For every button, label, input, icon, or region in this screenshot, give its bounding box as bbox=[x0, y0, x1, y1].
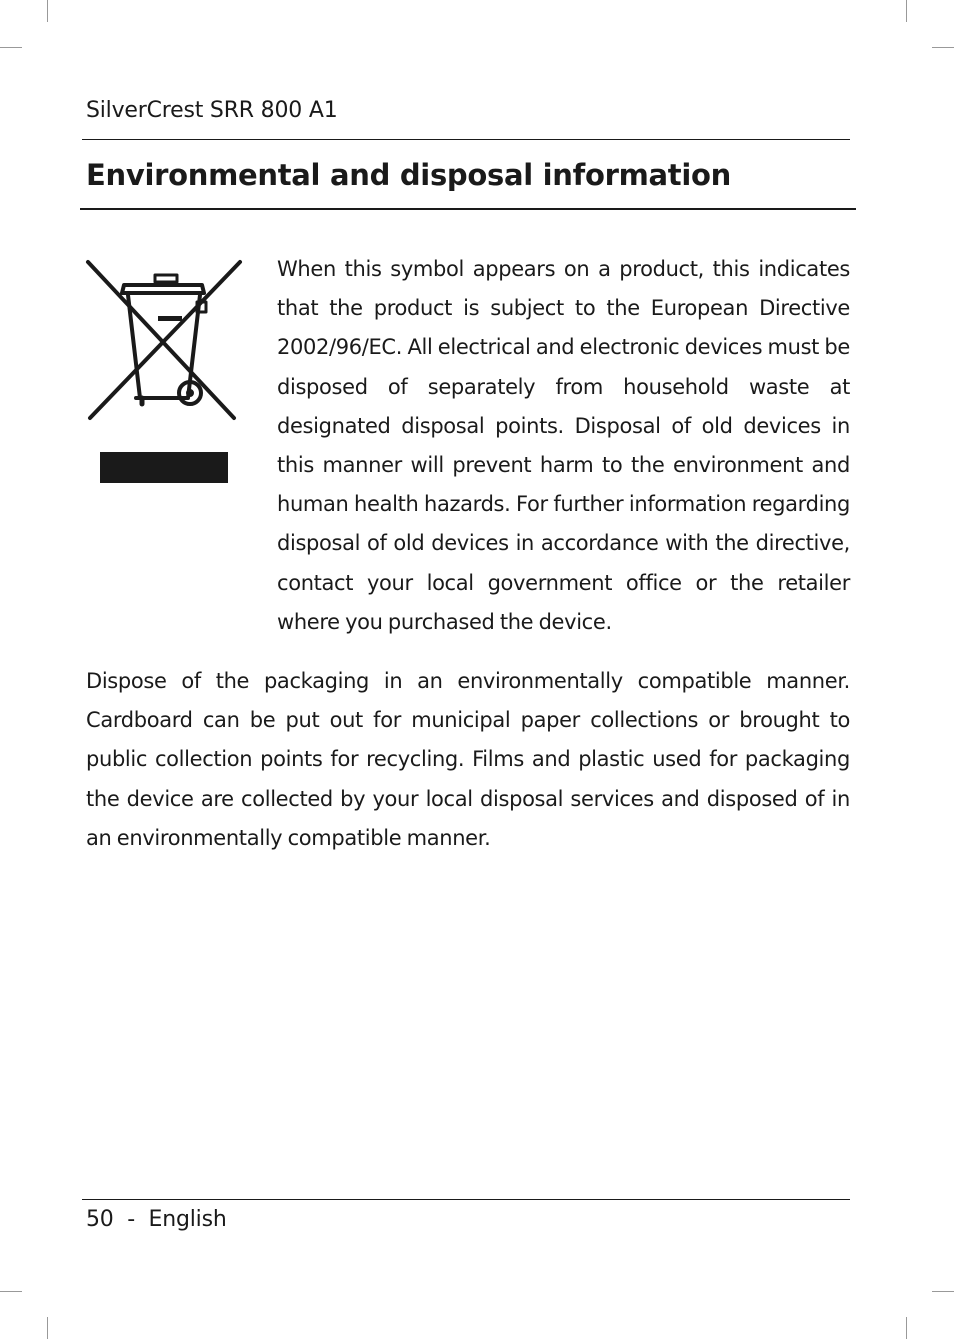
header-rule bbox=[82, 139, 850, 140]
crop-mark-top-left-h bbox=[0, 47, 22, 48]
crop-mark-bottom-right-h bbox=[932, 1291, 954, 1292]
running-header: SilverCrest SRR 800 A1 bbox=[86, 98, 338, 123]
weee-directive-paragraph: When this symbol appears on a product, this indicates that the product is subject to the European Directive 2002/96/EC. All electrical and electronic devices must be disposed of separately from household waste at designated disposal points. Disposal of old devices in this manner will prevent harm to the environment and human health hazards. For further information regarding disposal of old devices in accordance with the directive, contact your local government office or the retailer where you purchased the device. bbox=[277, 257, 850, 634]
crop-mark-bottom-right-v bbox=[906, 1317, 907, 1339]
page-footer bbox=[86, 1207, 227, 1232]
footer-language: English bbox=[148, 1207, 227, 1232]
footer-rule bbox=[82, 1199, 850, 1200]
crop-mark-top-right-v bbox=[906, 0, 907, 22]
section-title: Environmental and disposal information bbox=[86, 158, 731, 192]
crop-mark-bottom-left-h bbox=[0, 1291, 22, 1292]
page-number: 50 bbox=[86, 1207, 114, 1232]
crop-mark-bottom-left-v bbox=[47, 1317, 48, 1339]
title-rule bbox=[80, 208, 856, 210]
crop-mark-top-left-v bbox=[47, 0, 48, 22]
crop-mark-top-right-h bbox=[932, 47, 954, 48]
footer-separator: - bbox=[127, 1207, 135, 1232]
packaging-disposal-paragraph: Dispose of the packaging in an environmentally compatible manner. Cardboard can be put out for municipal paper collections or brought to public collection points for recycling. Films and plastic used for packaging the device are collected by your local disposal services and disposed of in an environmentally compatible manner. bbox=[86, 669, 850, 850]
crossed-out-wheelie-bin-icon bbox=[84, 258, 244, 488]
